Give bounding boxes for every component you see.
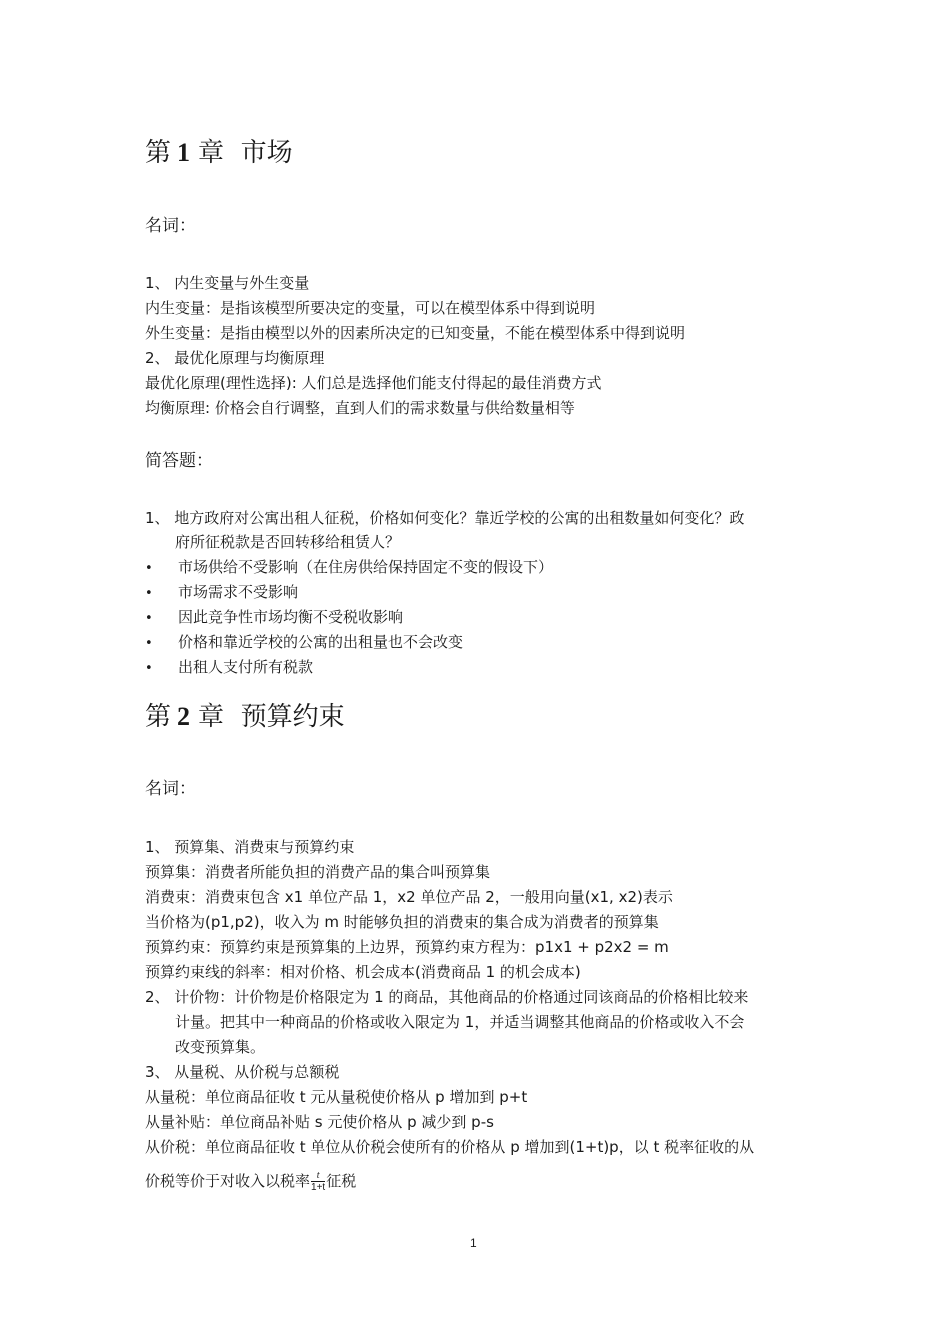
ch2-line: 3、 从量税、从价税与总额税 [145, 1063, 340, 1081]
ch2-line: 预算约束线的斜率：相对价格、机会成本(消费商品 1 的机会成本) [145, 963, 581, 981]
ch2-tax-rate-line: 价税等价于对收入以税率 $\frac{t}{1+t}$ 征税 [145, 1170, 357, 1193]
bullet-icon: • [145, 661, 153, 676]
ch1-bullet-item: • 市场需求不受影响 [145, 582, 298, 604]
ch1-question-line: 1、 地方政府对公寓出租人征税，价格如何变化？靠近学校的公寓的出租数量如何变化？政 [145, 509, 745, 527]
bullet-icon: • [145, 586, 153, 601]
ch1-term-line: 最优化原理(理性选择): 人们总是选择他们能支付得起的最佳消费方式 [145, 374, 602, 392]
ch2-line: 预算集：消费者所能负担的消费产品的集合叫预算集 [145, 863, 491, 881]
ch1-bullet-item: • 市场供给不受影响（在住房供给保持固定不变的假设下） [145, 557, 553, 579]
ch2-line: 预算约束：预算约束是预算集的上边界，预算约束方程为：p1x1 + p2x2 = m [145, 938, 669, 956]
ch2-line: 计量。把其中一种商品的价格或收入限定为 1，并适当调整其他商品的价格或收入不会 [175, 1013, 745, 1031]
ch1-term-line: 均衡原理: 价格会自行调整，直到人们的需求数量与供给数量相等 [145, 399, 575, 417]
bullet-icon: • [145, 561, 153, 576]
ch2-line: 消费束：消费束包含 x1 单位产品 1，x2 单位产品 2，一般用向量(x1, x2)表示 [145, 888, 673, 906]
ch1-term-line: 外生变量：是指由模型以外的因素所决定的已知变量，不能在模型体系中得到说明 [145, 324, 686, 342]
page-number: 1 [470, 1236, 477, 1250]
ch2-line: 从价税：单位商品征收 t 单位从价税会使所有的价格从 p 增加到(1+t)p，以 t 税率征收的从 [145, 1138, 755, 1156]
ch2-line: 2、 计价物：计价物是价格限定为 1 的商品，其他商品的价格通过同该商品的价格相比较来 [145, 988, 749, 1006]
ch1-question-line: 府所征税款是否回转移给租赁人？ [175, 533, 401, 551]
ch2-line: 从量税：单位商品征收 t 元从量税使价格从 p 增加到 p+t [145, 1088, 528, 1106]
ch2-line: 当价格为(p1,p2)，收入为 m 时能够负担的消费束的集合成为消费者的预算集 [145, 913, 659, 931]
ch2-terms-heading: 名词： [145, 779, 196, 799]
chapter-1-heading: 第 1 章 市场 [145, 138, 293, 168]
chapter-2-heading: 第 2 章 预算约束 [145, 702, 345, 732]
ch1-bullet-item: • 出租人支付所有税款 [145, 657, 313, 679]
ch2-line: 从量补贴：单位商品补贴 s 元使价格从 p 减少到 p-s [145, 1113, 494, 1131]
bullet-icon: • [145, 611, 153, 626]
ch1-qa-heading: 简答题： [145, 451, 213, 471]
tax-rate-fraction: $\frac{t}{1+t}$ [311, 1170, 326, 1193]
ch1-bullet-item: • 因此竞争性市场均衡不受税收影响 [145, 607, 403, 629]
ch1-bullet-item: • 价格和靠近学校的公寓的出租量也不会改变 [145, 632, 463, 654]
ch1-terms-heading: 名词： [145, 216, 196, 236]
ch1-term-line: 1、 内生变量与外生变量 [145, 274, 310, 292]
ch2-line: 改变预算集。 [175, 1038, 266, 1056]
ch2-line: 1、 预算集、消费束与预算约束 [145, 838, 355, 856]
ch1-term-line: 2、 最优化原理与均衡原理 [145, 349, 325, 367]
bullet-icon: • [145, 636, 153, 651]
ch1-term-line: 内生变量：是指该模型所要决定的变量，可以在模型体系中得到说明 [145, 299, 596, 317]
